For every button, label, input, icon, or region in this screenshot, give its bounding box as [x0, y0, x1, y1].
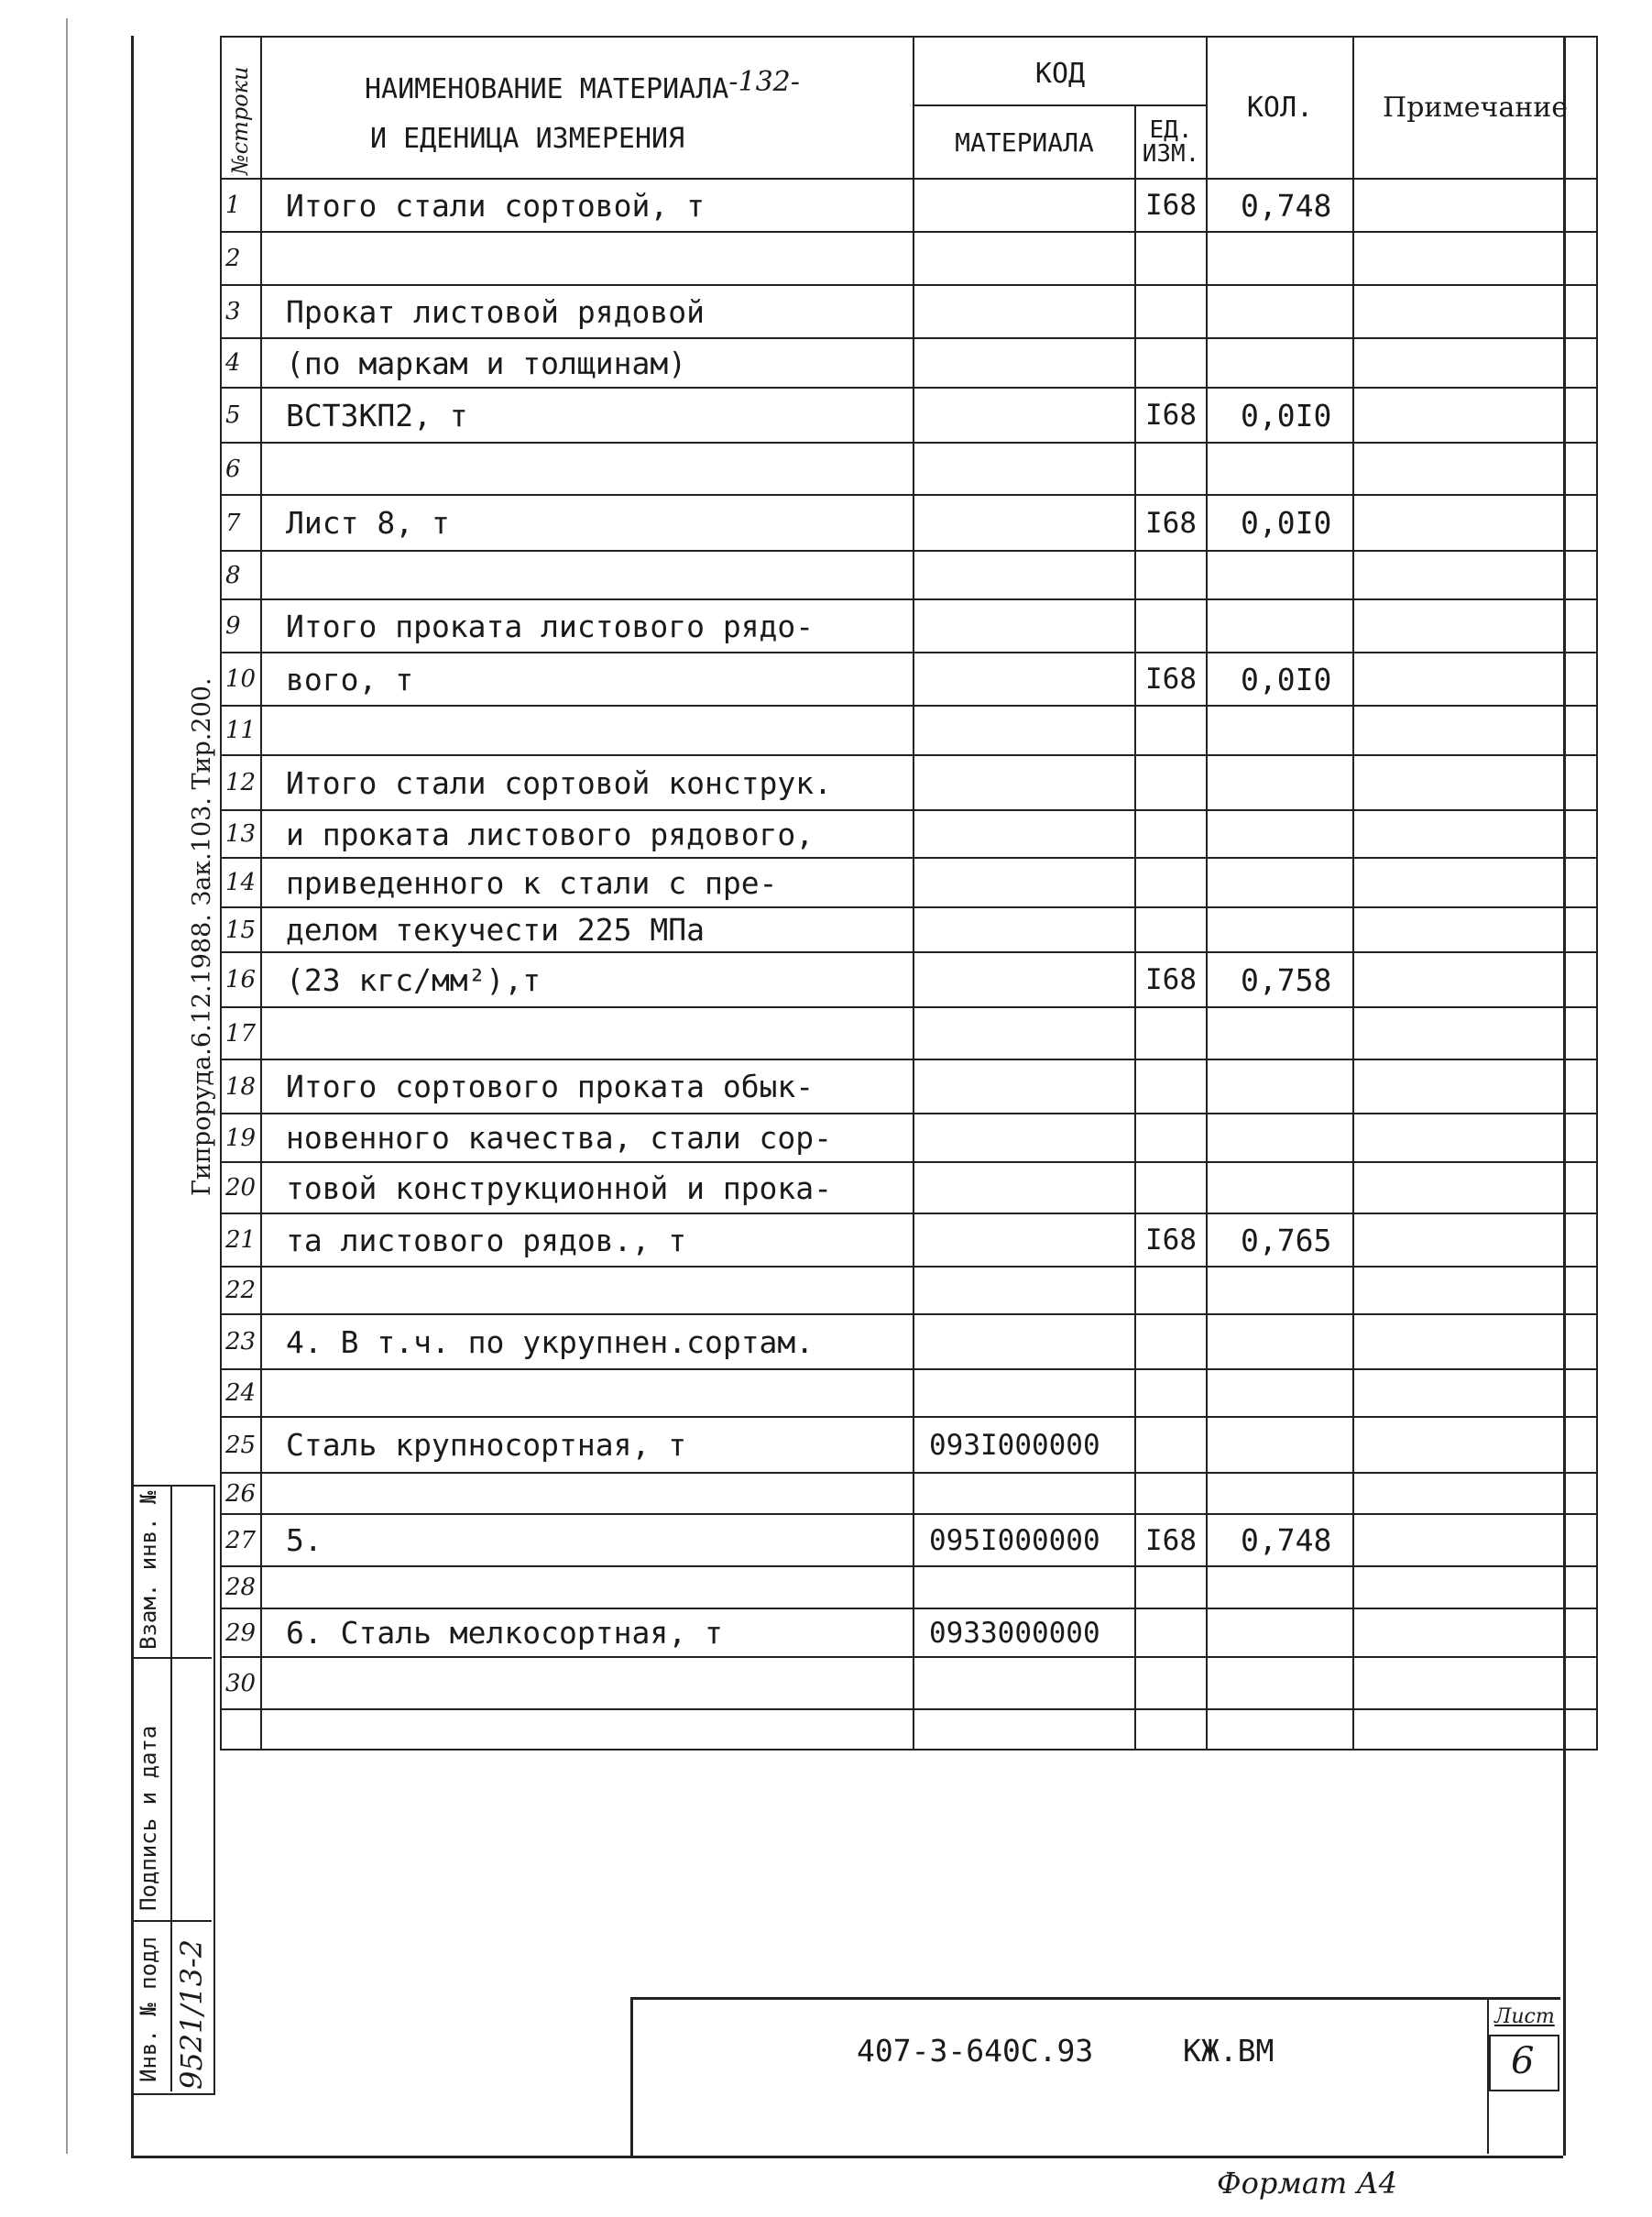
row-quantity: 0,0I0 — [1207, 495, 1353, 551]
row-code — [914, 1059, 1135, 1114]
row-quantity — [1207, 1369, 1353, 1417]
row-code — [914, 1162, 1135, 1213]
row-name: (по маркам и толщинам) — [261, 338, 914, 388]
row-note — [1353, 443, 1597, 495]
row-code: 095I000000 — [914, 1514, 1135, 1566]
row-name — [261, 1657, 914, 1709]
print-note: Гипроруда.6.12.1988. Зак.103. Тир.200. — [188, 677, 216, 1196]
row-note — [1353, 388, 1597, 443]
materials-table — [220, 36, 1598, 1751]
header-row-number: №строки — [221, 37, 261, 179]
header-name-line2: И ЕДЕНИЦА ИЗМЕРЕНИЯ — [370, 123, 685, 155]
row-code — [914, 1007, 1135, 1059]
table-row — [221, 1213, 1597, 1267]
row-number: 21 — [221, 1213, 261, 1267]
row-name: Итого стали сортовой, т — [261, 179, 914, 232]
row-number: 5 — [221, 388, 261, 443]
table-row — [221, 285, 1597, 338]
format-label: Формат А4 — [1217, 2166, 1398, 2201]
row-code — [914, 443, 1135, 495]
stamp-replace-label: Взам. инв. № — [136, 1490, 161, 1650]
row-quantity — [1207, 1314, 1353, 1369]
row-code — [914, 706, 1135, 755]
row-note — [1353, 179, 1597, 232]
row-unit — [1135, 1267, 1207, 1314]
table-row — [221, 443, 1597, 495]
row-number: 25 — [221, 1417, 261, 1473]
table-row — [221, 907, 1597, 952]
header-note: Примечание — [1353, 37, 1597, 179]
row-unit: I68 — [1135, 952, 1207, 1007]
row-code — [914, 388, 1135, 443]
stamp-inv-value: 9521/13-2 — [174, 1938, 209, 2090]
title-block — [630, 1997, 1560, 2156]
row-quantity: 0,0I0 — [1207, 653, 1353, 706]
row-note — [1353, 1608, 1597, 1657]
sheet-label: Лист — [1494, 2005, 1555, 2028]
row-name: и проката листового рядового, — [261, 810, 914, 858]
row-name: та листового рядов., т — [261, 1213, 914, 1267]
row-code: 093I000000 — [914, 1417, 1135, 1473]
row-name — [261, 1473, 914, 1514]
table-row — [221, 1417, 1597, 1473]
row-code — [914, 858, 1135, 907]
row-number: 30 — [221, 1657, 261, 1709]
row-note — [1353, 858, 1597, 907]
left-margin-line — [66, 18, 68, 2154]
row-number: 17 — [221, 1007, 261, 1059]
row-number: 6 — [221, 443, 261, 495]
row-number: 3 — [221, 285, 261, 338]
row-unit — [1135, 1608, 1207, 1657]
row-name: Сталь крупносортная, т — [261, 1417, 914, 1473]
row-number: 16 — [221, 952, 261, 1007]
table-row — [221, 755, 1597, 810]
table-row — [221, 1007, 1597, 1059]
row-name: Итого проката листового рядо- — [261, 599, 914, 653]
table-row — [221, 653, 1597, 706]
table-row — [221, 1267, 1597, 1314]
row-code — [914, 551, 1135, 599]
row-note — [1353, 338, 1597, 388]
row-quantity — [1207, 599, 1353, 653]
table-row — [221, 706, 1597, 755]
table-row — [221, 1608, 1597, 1657]
row-unit: I68 — [1135, 1213, 1207, 1267]
row-note — [1353, 1417, 1597, 1473]
table-row — [221, 810, 1597, 858]
row-name — [261, 232, 914, 285]
row-number: 19 — [221, 1114, 261, 1162]
row-number: 28 — [221, 1566, 261, 1608]
stamp-separator-1 — [131, 1657, 212, 1659]
row-note — [1353, 1213, 1597, 1267]
row-code — [914, 495, 1135, 551]
row-unit — [1135, 232, 1207, 285]
row-unit — [1135, 1314, 1207, 1369]
header-quantity: КОЛ. — [1207, 37, 1353, 179]
row-quantity — [1207, 1007, 1353, 1059]
table-row — [221, 599, 1597, 653]
header-code: КОД — [914, 37, 1207, 105]
row-quantity — [1207, 1059, 1353, 1114]
row-note — [1353, 1007, 1597, 1059]
row-quantity — [1207, 1417, 1353, 1473]
row-note — [1353, 952, 1597, 1007]
row-number: 2 — [221, 232, 261, 285]
row-note — [1353, 706, 1597, 755]
frame-bottom-line — [131, 2156, 1563, 2158]
table-row — [221, 1059, 1597, 1114]
row-unit — [1135, 1417, 1207, 1473]
row-quantity: 0,748 — [1207, 1514, 1353, 1566]
table-row — [221, 952, 1597, 1007]
page-mark: -132- — [728, 66, 800, 98]
row-number: 15 — [221, 907, 261, 952]
row-code — [914, 1114, 1135, 1162]
row-quantity — [1207, 338, 1353, 388]
row-unit: I68 — [1135, 388, 1207, 443]
row-note — [1353, 495, 1597, 551]
row-unit: I68 — [1135, 179, 1207, 232]
row-quantity: 0,765 — [1207, 1213, 1353, 1267]
row-unit — [1135, 338, 1207, 388]
table-row — [221, 338, 1597, 388]
row-number: 29 — [221, 1608, 261, 1657]
row-quantity — [1207, 1114, 1353, 1162]
row-note — [1353, 1314, 1597, 1369]
row-code — [914, 653, 1135, 706]
row-quantity — [1207, 232, 1353, 285]
table-row — [221, 179, 1597, 232]
row-note — [1353, 1162, 1597, 1213]
row-note — [1353, 907, 1597, 952]
row-quantity — [1207, 1267, 1353, 1314]
row-name: (23 кгс/мм²),т — [261, 952, 914, 1007]
row-note — [1353, 285, 1597, 338]
row-code — [914, 1314, 1135, 1369]
row-number: 23 — [221, 1314, 261, 1369]
row-note — [1353, 810, 1597, 858]
row-number: 18 — [221, 1059, 261, 1114]
row-quantity — [1207, 810, 1353, 858]
row-code — [914, 1369, 1135, 1417]
row-code — [914, 232, 1135, 285]
row-name: товой конструкционной и прока- — [261, 1162, 914, 1213]
row-number: 12 — [221, 755, 261, 810]
row-unit — [1135, 1114, 1207, 1162]
row-quantity — [1207, 858, 1353, 907]
header-material-name — [261, 37, 914, 179]
row-unit — [1135, 1369, 1207, 1417]
row-quantity — [1207, 1162, 1353, 1213]
row-unit — [1135, 907, 1207, 952]
table-row — [221, 1657, 1597, 1709]
stamp-inv-label: Инв. № подл — [136, 1937, 161, 2082]
row-unit: I68 — [1135, 495, 1207, 551]
row-note — [1353, 1059, 1597, 1114]
row-unit — [1135, 1566, 1207, 1608]
row-name: Итого сортового проката обык- — [261, 1059, 914, 1114]
row-quantity — [1207, 1473, 1353, 1514]
table-row — [221, 1473, 1597, 1514]
table-row — [221, 858, 1597, 907]
row-number: 14 — [221, 858, 261, 907]
row-quantity: 0,748 — [1207, 179, 1353, 232]
row-code — [914, 599, 1135, 653]
row-name — [261, 1007, 914, 1059]
row-code — [914, 285, 1135, 338]
row-note — [1353, 1514, 1597, 1566]
row-number: 8 — [221, 551, 261, 599]
row-name: делом текучести 225 МПа — [261, 907, 914, 952]
row-unit: I68 — [1135, 653, 1207, 706]
row-number: 20 — [221, 1162, 261, 1213]
table-row — [221, 495, 1597, 551]
row-code — [914, 338, 1135, 388]
row-number: 9 — [221, 599, 261, 653]
table-row — [221, 1314, 1597, 1369]
row-unit — [1135, 1007, 1207, 1059]
row-unit — [1135, 285, 1207, 338]
row-name — [261, 1566, 914, 1608]
row-name — [261, 551, 914, 599]
row-quantity — [1207, 551, 1353, 599]
row-number: 24 — [221, 1369, 261, 1417]
row-number: 4 — [221, 338, 261, 388]
row-note — [1353, 1114, 1597, 1162]
row-code — [914, 1267, 1135, 1314]
set-code: КЖ.ВМ — [1183, 2033, 1275, 2069]
row-note — [1353, 1267, 1597, 1314]
row-unit — [1135, 443, 1207, 495]
row-code — [914, 1213, 1135, 1267]
row-code — [914, 907, 1135, 952]
row-quantity — [1207, 907, 1353, 952]
stamp-separator-2 — [131, 1920, 212, 1922]
row-quantity — [1207, 285, 1353, 338]
row-name: 6. Сталь мелкосортная, т — [261, 1608, 914, 1657]
row-number: 27 — [221, 1514, 261, 1566]
row-unit — [1135, 1162, 1207, 1213]
doc-code: 407-3-640С.93 — [857, 2033, 1094, 2069]
row-quantity — [1207, 1608, 1353, 1657]
row-unit — [1135, 551, 1207, 599]
row-number: 26 — [221, 1473, 261, 1514]
row-number: 10 — [221, 653, 261, 706]
row-name: вого, т — [261, 653, 914, 706]
table-row — [221, 232, 1597, 285]
row-note — [1353, 599, 1597, 653]
row-note — [1353, 1566, 1597, 1608]
row-number: 1 — [221, 179, 261, 232]
table-row — [221, 1566, 1597, 1608]
row-code — [914, 810, 1135, 858]
row-name: ВСТЗКП2, т — [261, 388, 914, 443]
row-quantity: 0,0I0 — [1207, 388, 1353, 443]
row-quantity: 0,758 — [1207, 952, 1353, 1007]
row-note — [1353, 755, 1597, 810]
row-name: Прокат листовой рядовой — [261, 285, 914, 338]
row-code — [914, 952, 1135, 1007]
sheet-box — [1487, 2000, 1559, 2154]
table-row — [221, 1114, 1597, 1162]
row-note — [1353, 653, 1597, 706]
row-number: 11 — [221, 706, 261, 755]
row-name: Итого стали сортовой конструк. — [261, 755, 914, 810]
row-code — [914, 1657, 1135, 1709]
row-name: приведенного к стали с пре- — [261, 858, 914, 907]
row-note — [1353, 1473, 1597, 1514]
row-number: 22 — [221, 1267, 261, 1314]
sheet-number: 6 — [1511, 2040, 1535, 2082]
table-row — [221, 1162, 1597, 1213]
row-quantity — [1207, 1657, 1353, 1709]
row-unit — [1135, 599, 1207, 653]
row-name — [261, 443, 914, 495]
row-note — [1353, 232, 1597, 285]
row-code — [914, 1473, 1135, 1514]
row-name — [261, 1267, 914, 1314]
row-name — [261, 1369, 914, 1417]
row-name: новенного качества, стали сор- — [261, 1114, 914, 1162]
row-name: 5. — [261, 1514, 914, 1566]
row-unit — [1135, 1657, 1207, 1709]
stamp-divider — [170, 1485, 172, 2091]
stamp-signature-label: Подпись и дата — [136, 1725, 161, 1911]
row-code: 0933000000 — [914, 1608, 1135, 1657]
row-quantity — [1207, 706, 1353, 755]
header-code-material: МАТЕРИАЛА — [914, 105, 1135, 179]
row-unit — [1135, 706, 1207, 755]
row-code — [914, 755, 1135, 810]
table-row — [221, 551, 1597, 599]
row-unit: I68 — [1135, 1514, 1207, 1566]
row-note — [1353, 551, 1597, 599]
row-unit — [1135, 858, 1207, 907]
row-quantity — [1207, 1566, 1353, 1608]
row-name: 4. В т.ч. по укрупнен.сортам. — [261, 1314, 914, 1369]
row-number: 7 — [221, 495, 261, 551]
row-name: Лист 8, т — [261, 495, 914, 551]
row-note — [1353, 1369, 1597, 1417]
row-unit — [1135, 810, 1207, 858]
row-name — [261, 706, 914, 755]
table-row — [221, 388, 1597, 443]
row-unit — [1135, 1059, 1207, 1114]
row-quantity — [1207, 755, 1353, 810]
row-unit — [1135, 1473, 1207, 1514]
row-unit — [1135, 755, 1207, 810]
table-row — [221, 1369, 1597, 1417]
row-code — [914, 1566, 1135, 1608]
row-number: 13 — [221, 810, 261, 858]
header-name-line1: НАИМЕНОВАНИЕ МАТЕРИАЛА — [365, 73, 729, 105]
table-row — [221, 1514, 1597, 1566]
row-code — [914, 179, 1135, 232]
row-note — [1353, 1657, 1597, 1709]
header-code-unit: ЕД. ИЗМ. — [1135, 105, 1207, 179]
row-quantity — [1207, 443, 1353, 495]
